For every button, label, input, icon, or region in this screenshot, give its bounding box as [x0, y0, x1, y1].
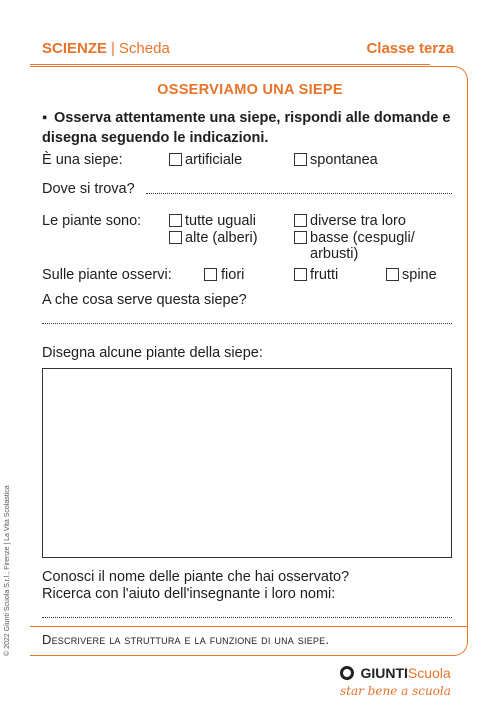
- checkbox-frutti[interactable]: [294, 268, 307, 281]
- subject-label: SCIENZE: [42, 40, 108, 57]
- q5-label: A che cosa serve questa siepe?: [42, 292, 247, 308]
- checkbox-artificiale[interactable]: [169, 153, 182, 166]
- instructions: [42, 108, 452, 148]
- kind-label: Scheda: [118, 40, 170, 57]
- copyright-side-text: © 2022 Giunti Scuola S.r.l., Firenze | La Vita Scolastica: [4, 485, 11, 656]
- checkbox-tutte-uguali[interactable]: [169, 214, 182, 227]
- checkbox-diverse[interactable]: [294, 214, 307, 227]
- option-tutte-uguali: tutte uguali: [185, 213, 256, 229]
- worksheet-title: OSSERVIAMO UNA SIEPE: [157, 82, 343, 98]
- option-spontanea: spontanea: [310, 152, 378, 168]
- bullet-icon: ▪: [42, 110, 48, 126]
- q2-label: Dove si trova?: [42, 181, 135, 197]
- objective-caption: Descrivere la struttura e la funzione di una siepe.: [42, 632, 330, 647]
- answer-line-purpose[interactable]: [42, 323, 452, 324]
- option-frutti: frutti: [310, 267, 339, 283]
- publisher-logo: [340, 664, 451, 682]
- instructions-text: Osserva attentamente una siepe, rispondi alle domande e disegna seguendo le indicazioni.: [42, 110, 451, 146]
- header-subject: [42, 40, 170, 57]
- q3-label: Le piante sono:: [42, 213, 142, 229]
- draw-label: Disegna alcune piante della siepe:: [42, 345, 263, 361]
- logo-slogan: star bene a scuola: [340, 684, 451, 698]
- header-separator: |: [111, 40, 115, 57]
- option-alte: alte (alberi): [185, 230, 258, 246]
- checkbox-spine[interactable]: [386, 268, 399, 281]
- checkbox-alte[interactable]: [169, 231, 182, 244]
- option-basse-line1: basse (cespugli/: [310, 230, 415, 246]
- footer-divider: [30, 626, 468, 627]
- option-fiori: fiori: [221, 267, 245, 283]
- option-basse-line2: arbusti): [310, 246, 359, 262]
- q1-label: È una siepe:: [42, 152, 123, 168]
- drawing-area[interactable]: [42, 368, 452, 558]
- checkbox-basse[interactable]: [294, 231, 307, 244]
- logo-name: GIUNTIScuola: [360, 664, 451, 681]
- answer-line-location[interactable]: [146, 193, 452, 194]
- grade-label: Classe terza: [366, 40, 454, 57]
- q6-line2: Ricerca con l'aiuto dell'insegnante i loro nomi:: [42, 586, 336, 602]
- header-divider: [30, 64, 430, 65]
- logo-g-icon: [340, 666, 354, 680]
- answer-line-names[interactable]: [42, 617, 452, 618]
- option-artificiale: artificiale: [185, 152, 243, 168]
- q6-line1: Conosci il nome delle piante che hai osservato?: [42, 569, 350, 585]
- option-diverse: diverse tra loro: [310, 213, 406, 229]
- option-spine: spine: [402, 267, 437, 283]
- checkbox-spontanea[interactable]: [294, 153, 307, 166]
- checkbox-fiori[interactable]: [204, 268, 217, 281]
- q4-label: Sulle piante osservi:: [42, 267, 172, 283]
